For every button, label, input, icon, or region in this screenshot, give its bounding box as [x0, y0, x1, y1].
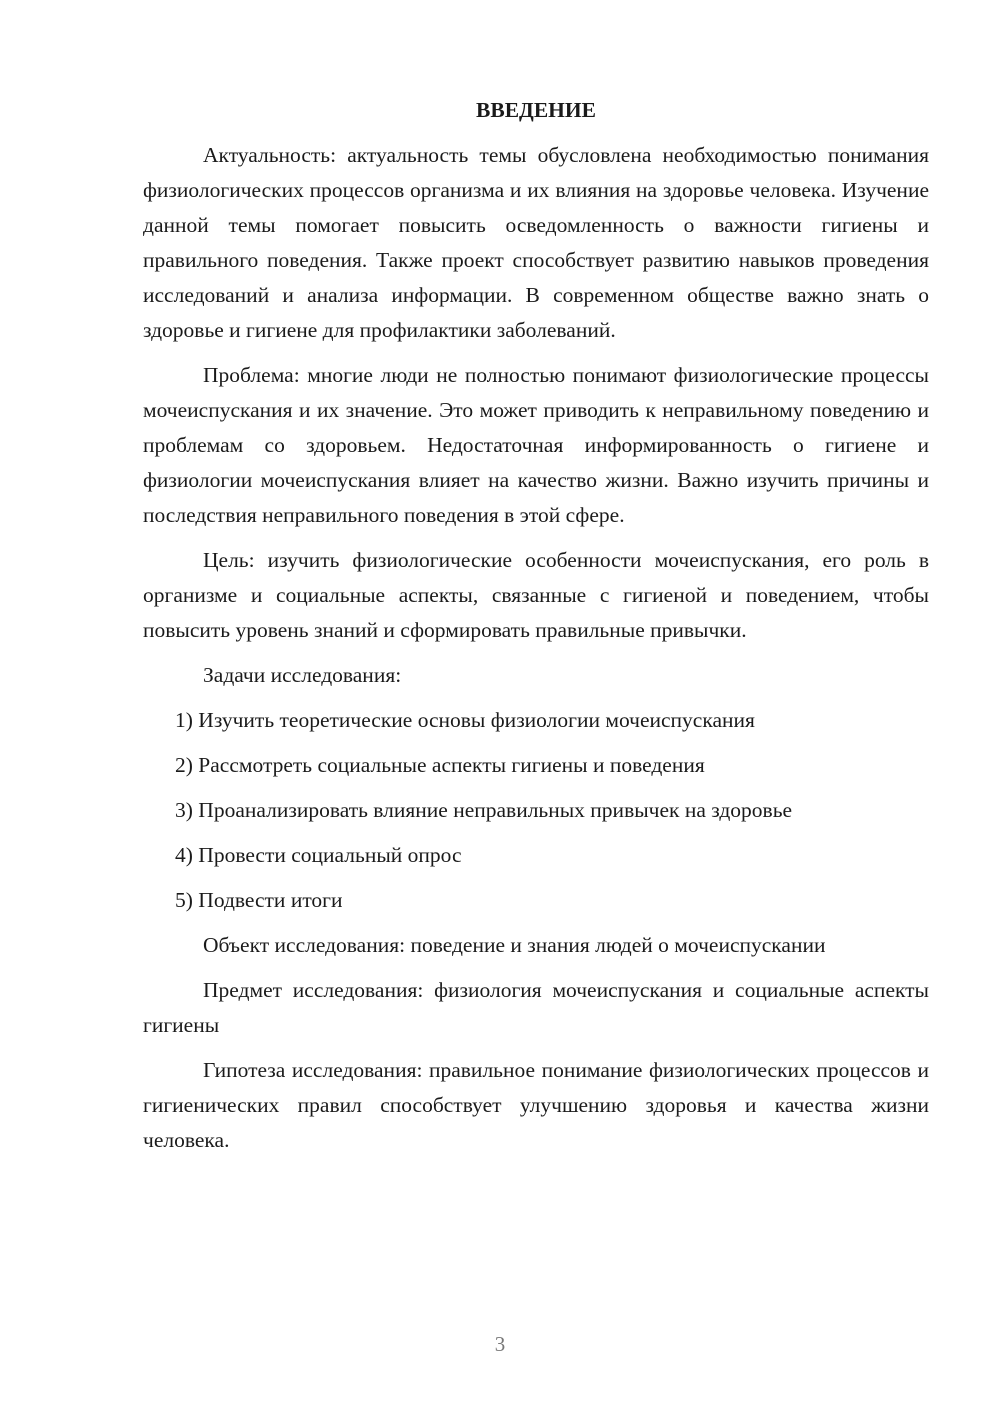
- object-paragraph: Объект исследования: поведение и знания людей о мочеиспускании: [203, 933, 826, 957]
- relevance-paragraph: Актуальность: актуальность темы обусловлена необходимостью понимания физиологических процессов организма и их влияния на здоровье человека. Изучение данной темы помогает повысить осведомленность о важности гигиены и правильного поведения. Также проект способствует развитию навыков проведения исследований и анализа информации. В современном обществе важно знать о здоровье и гигиене для профилактики заболеваний.: [143, 143, 929, 342]
- list-item-text: Провести социальный опрос: [198, 843, 462, 867]
- list-item-text: Рассмотреть социальные аспекты гигиены и поведения: [198, 753, 705, 777]
- list-item-number: 2): [175, 753, 199, 777]
- list-item-number: 4): [175, 843, 199, 867]
- list-item: [143, 748, 929, 783]
- list-item-number: 3): [175, 798, 199, 822]
- subject-paragraph: Предмет исследования: физиология мочеиспускания и социальные аспекты гигиены: [143, 978, 929, 1037]
- tasks-heading: Задачи исследования:: [203, 663, 402, 687]
- list-item: [143, 838, 929, 873]
- list-item: [143, 883, 929, 918]
- list-item: [143, 793, 929, 828]
- page-title: ВВЕДЕНИЕ: [476, 98, 596, 122]
- page-content: [143, 93, 929, 1168]
- page-number: 3: [494, 1332, 506, 1356]
- tasks-list: [143, 703, 929, 918]
- list-item-text: Изучить теоретические основы физиологии мочеиспускания: [198, 708, 755, 732]
- list-item-number: 5): [175, 888, 199, 912]
- list-item-number: 1): [175, 708, 199, 732]
- list-item-text: Подвести итоги: [198, 888, 343, 912]
- list-item-text: Проанализировать влияние неправильных привычек на здоровье: [198, 798, 793, 822]
- hypothesis-paragraph: Гипотеза исследования: правильное понимание физиологических процессов и гигиенических правил способствует улучшению здоровья и качества жизни человека.: [143, 1058, 929, 1152]
- problem-paragraph: Проблема: многие люди не полностью понимают физиологические процессы мочеиспускания и их значение. Это может приводить к неправильному поведению и проблемам со здоровьем. Недостаточная информированность о гигиене и физиологии мочеиспускания влияет на качество жизни. Важно изучить причины и последствия неправильного поведения в этой сфере.: [143, 363, 929, 527]
- goal-paragraph: Цель: изучить физиологические особенности мочеиспускания, его роль в организме и социальные аспекты, связанные с гигиеной и поведением, чтобы повысить уровень знаний и сформировать правильные привычки.: [143, 548, 929, 642]
- list-item: [143, 703, 929, 738]
